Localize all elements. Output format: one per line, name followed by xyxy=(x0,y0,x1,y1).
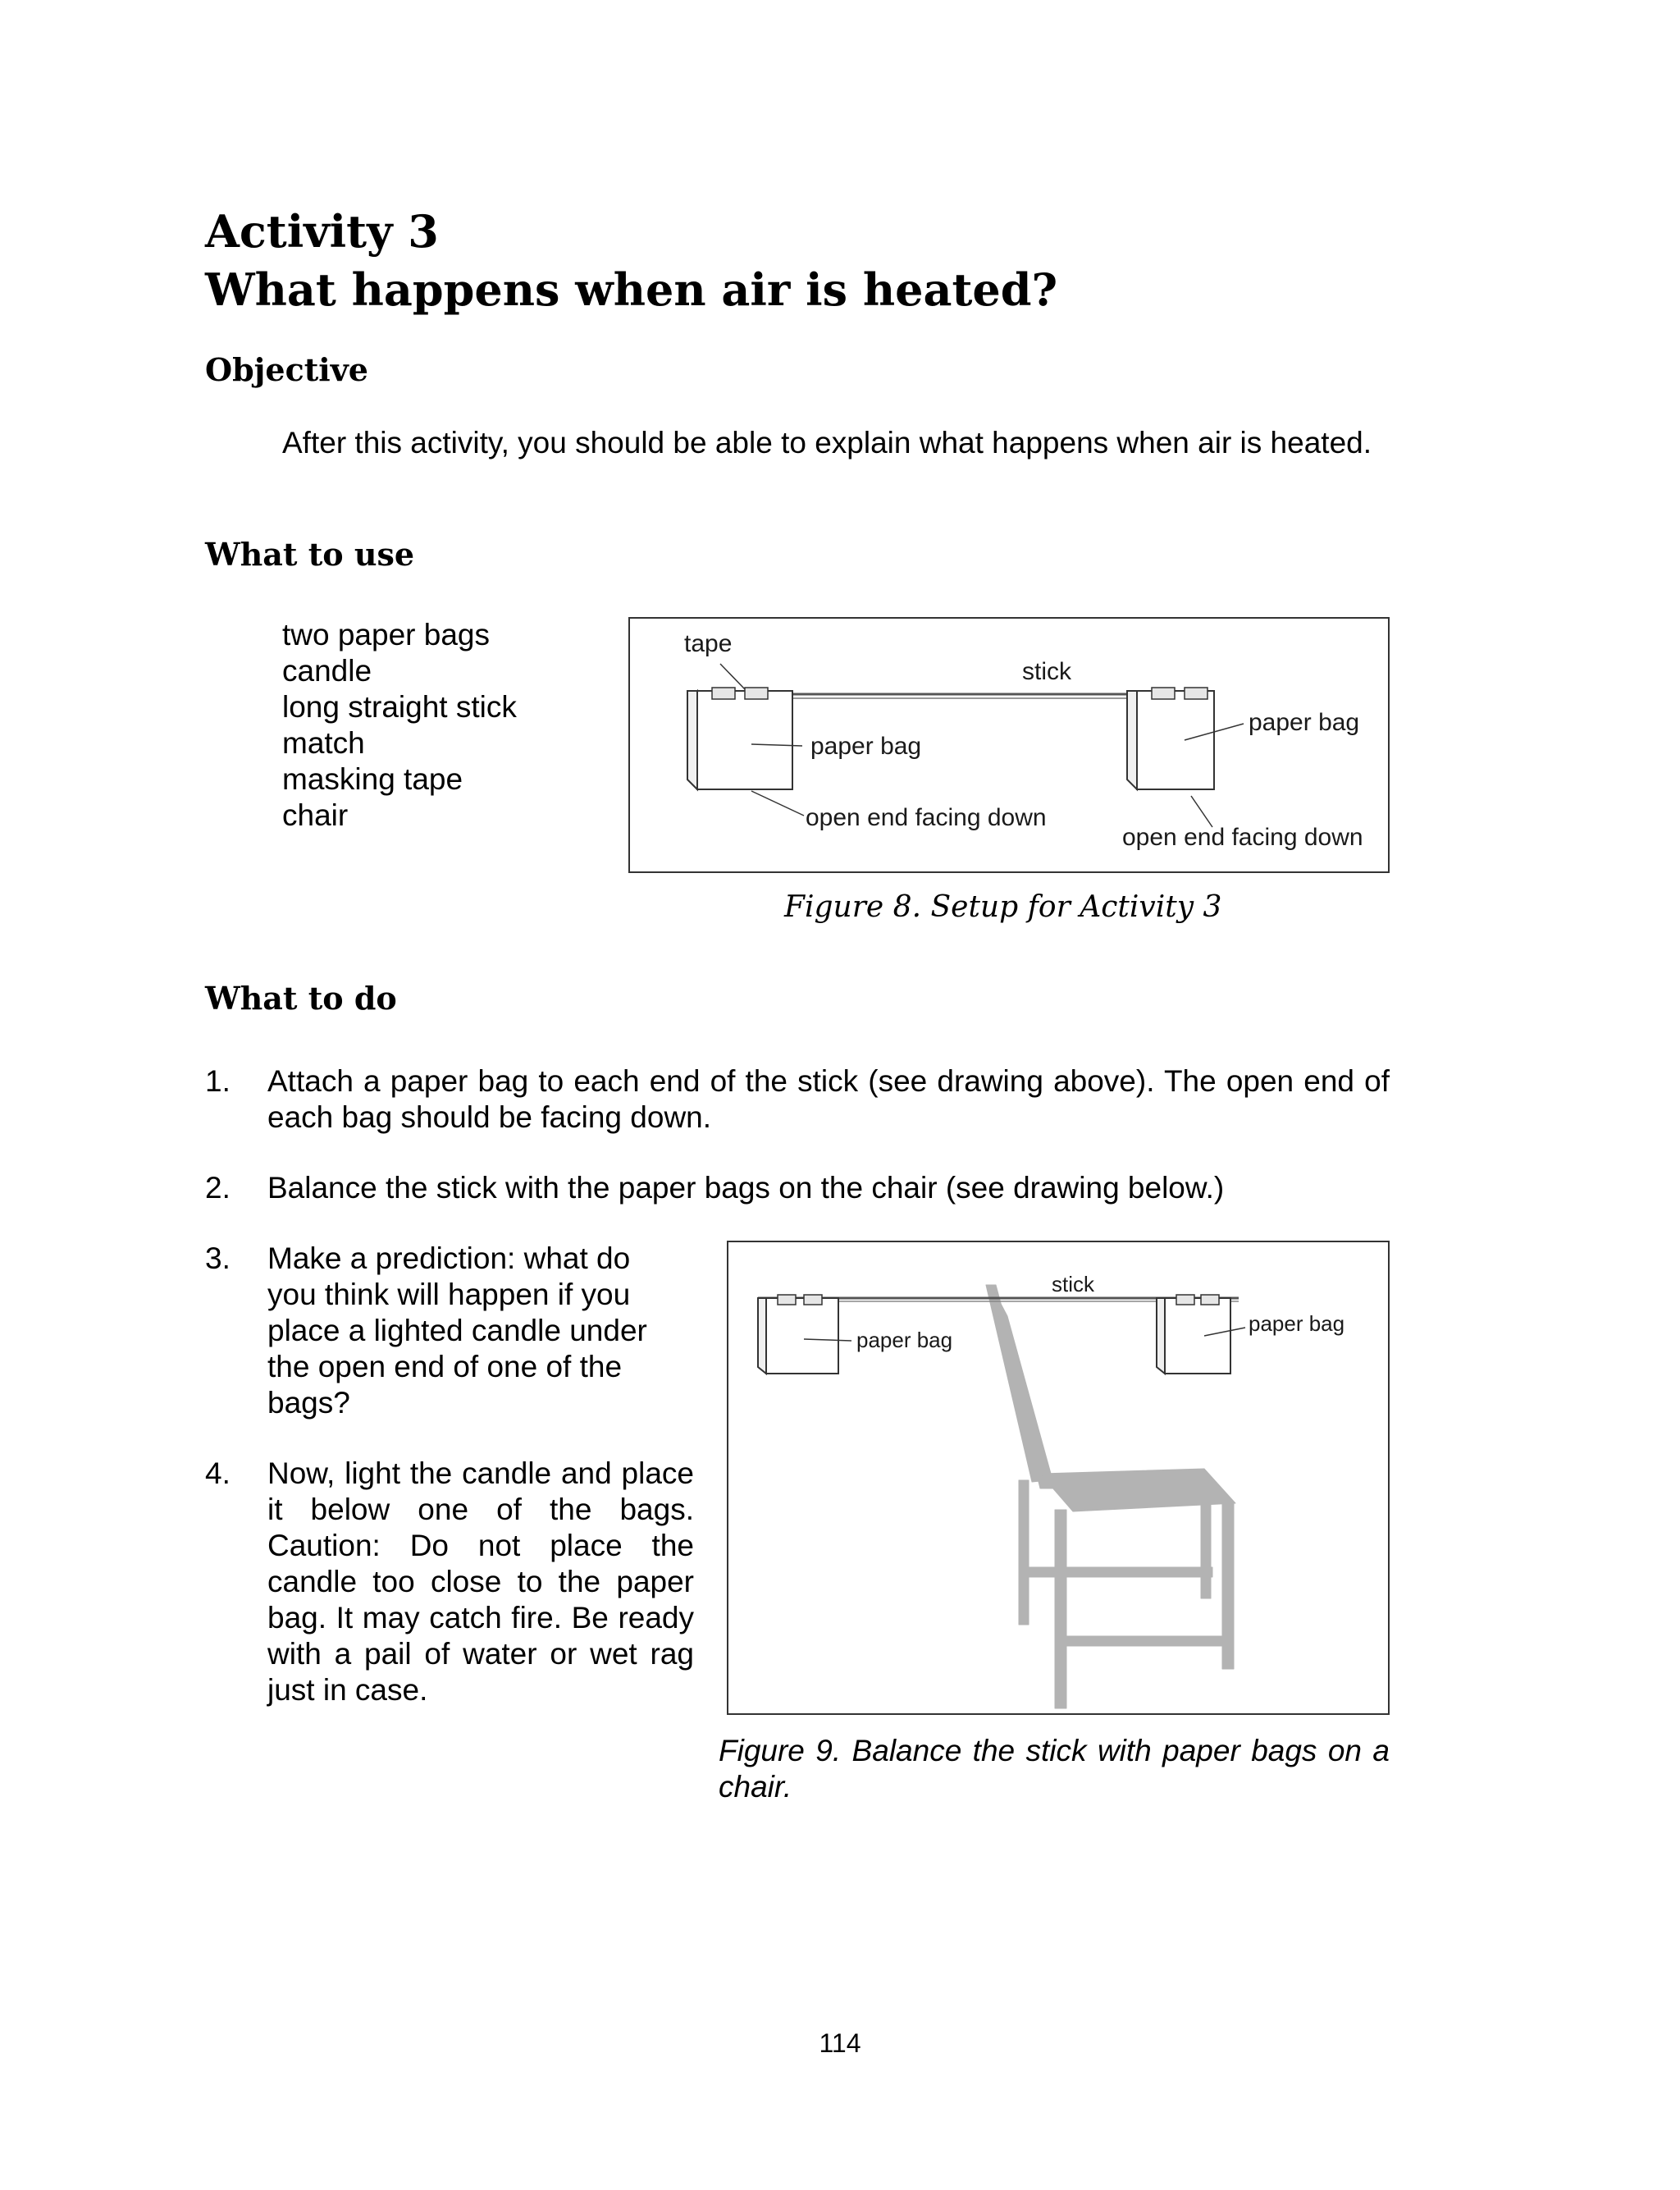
step-number: 2. xyxy=(205,1171,231,1205)
figure-9-chair-diagram xyxy=(727,1241,1390,1715)
right-open-end-label: open end facing down xyxy=(1122,824,1363,851)
right-paper-bag xyxy=(1127,691,1214,789)
left-bag-label: paper bag xyxy=(810,733,922,760)
right-bag-label: paper bag xyxy=(1249,1311,1345,1336)
activity-number-title: Activity 3 xyxy=(205,205,439,258)
step-text: Attach a paper bag to each end of the stick (see drawing above). The open end of each bag should be facing down. xyxy=(267,1064,1390,1134)
procedure-step xyxy=(205,1170,1390,1208)
list-item: chair xyxy=(282,798,349,832)
stick-label: stick xyxy=(1052,1272,1094,1296)
procedure-step xyxy=(205,1456,697,1710)
step-number: 3. xyxy=(205,1241,231,1275)
procedure-step xyxy=(205,1063,1390,1137)
left-paper-bag xyxy=(758,1298,838,1374)
right-bag-label: paper bag xyxy=(1249,709,1360,736)
procedure-heading: What to do xyxy=(205,980,397,1017)
objective-text: After this activity, you should be able to explain what happens when air is heated. xyxy=(282,426,1372,459)
list-item: candle xyxy=(282,654,372,688)
step-text: Make a prediction: what do you think will happen if you place a lighted candle under the open end of one of the bags? xyxy=(267,1241,647,1420)
procedure-step xyxy=(205,1241,697,1421)
materials-list xyxy=(282,617,517,834)
objective-heading: Objective xyxy=(205,351,368,388)
step-text: Now, light the candle and place it below one of the bags. Caution: Do not place the candle too close to the paper bag. It may catch fire. Be ready with a pail of water or wet rag just in case. xyxy=(267,1456,694,1707)
step-text: Balance the stick with the paper bags on the chair (see drawing below.) xyxy=(267,1171,1225,1205)
tape-label: tape xyxy=(684,630,733,657)
right-paper-bag xyxy=(1157,1298,1230,1374)
left-paper-bag xyxy=(687,691,792,789)
list-item: two paper bags xyxy=(282,618,491,652)
list-item: match xyxy=(282,726,365,760)
figure-8-setup-diagram xyxy=(628,617,1390,873)
stick-label: stick xyxy=(1022,658,1071,685)
left-open-end-label: open end facing down xyxy=(806,804,1047,831)
step-number: 1. xyxy=(205,1064,231,1098)
activity-question-title: What happens when air is heated? xyxy=(205,263,1058,316)
figure-9-caption: Figure 9. Balance the stick with paper bags on a chair. xyxy=(719,1734,1390,1804)
list-item: long straight stick xyxy=(282,690,517,724)
left-bag-label: paper bag xyxy=(856,1328,953,1352)
page-number: 114 xyxy=(819,2028,861,2058)
materials-heading: What to use xyxy=(205,536,415,573)
list-item: masking tape xyxy=(282,762,463,796)
figure-8-caption: Figure 8. Setup for Activity 3 xyxy=(784,890,1222,924)
step-number: 4. xyxy=(205,1456,231,1490)
